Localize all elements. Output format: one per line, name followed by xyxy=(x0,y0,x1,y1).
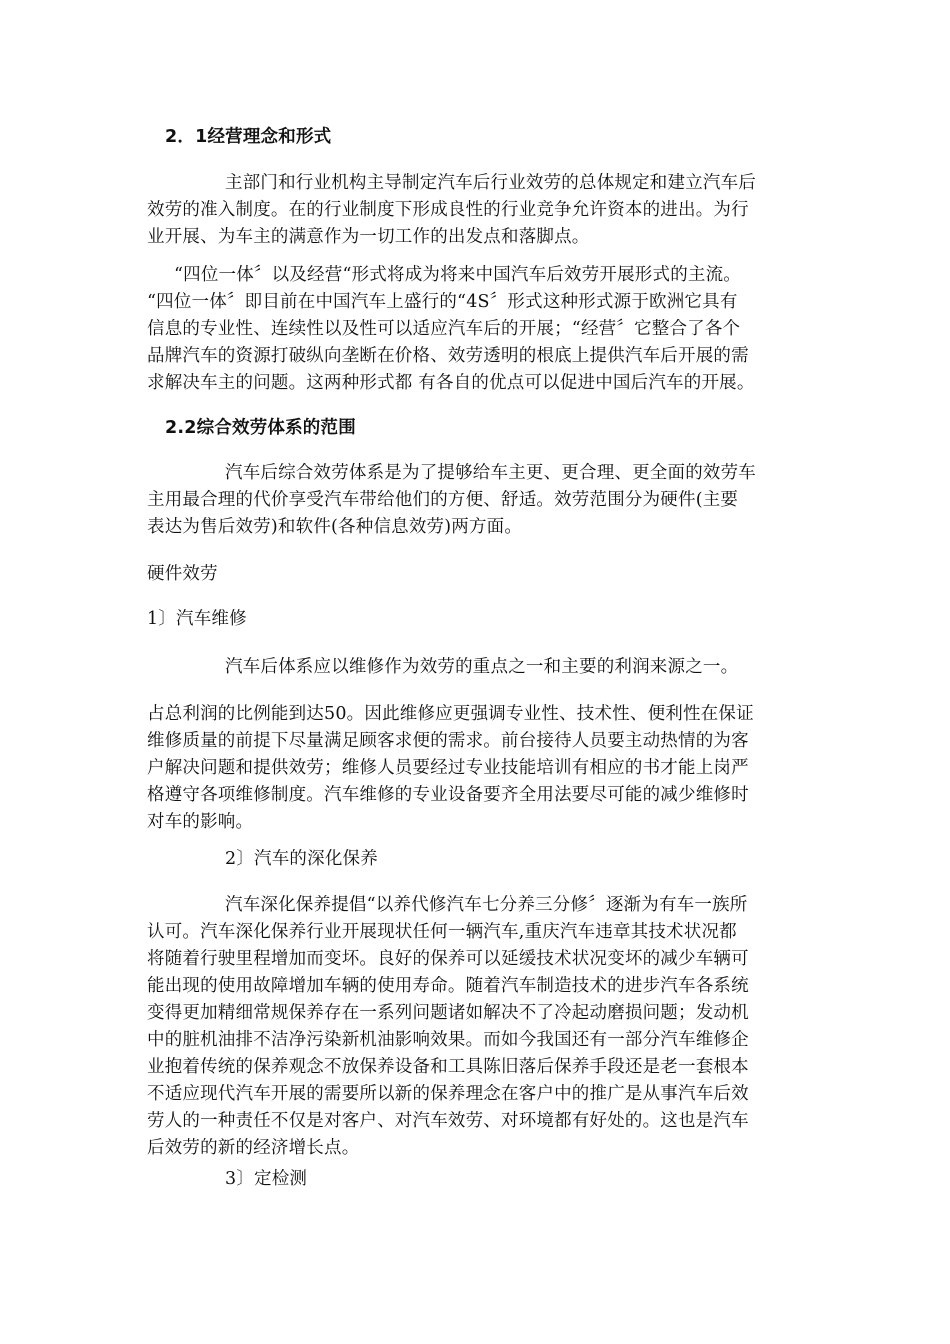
text-line: 求解决车主的问题。这两种形式都 有各自的优点可以促进中国后汽车的开展。 xyxy=(147,373,755,393)
text-line: 汽车深化保养提倡“以养代修汽车七分养三分修〞逐渐为有车一族所 xyxy=(225,895,748,915)
text-line: 品牌汽车的资源打破纵向垄断在价格、效劳透明的根底上提供汽车后开展的需 xyxy=(147,346,749,366)
paragraph-four-in-one xyxy=(147,262,755,397)
text-line: 表达为售后效劳)和软件(各种信息效劳)两方面。 xyxy=(147,517,523,537)
text-line: 业抱着传统的保养观念不放保养设备和工具陈旧落后保养手段还是老一套根本 xyxy=(147,1057,749,1077)
text-line: 主用最合理的代价享受汽车带给他们的方便、舒适。效劳范围分为硬件(主要 xyxy=(147,490,739,510)
text-line: 格遵守各项维修制度。汽车维修的专业设备要齐全用法要尽可能的减少维修时 xyxy=(147,785,749,805)
paragraph-service-scope xyxy=(147,460,756,541)
text-line: 汽车后综合效劳体系是为了提够给车主更、更合理、更全面的效劳车 xyxy=(225,463,756,483)
paragraph-repair-intro: 汽车后体系应以维修作为效劳的重点之一和主要的利润来源之一。 xyxy=(225,657,739,677)
text-line: “四位一体〞即目前在中国汽车上盛行的“4S〞形式这种形式源于欧洲它具有 xyxy=(147,292,738,312)
item-1-title: 1〕汽车维修 xyxy=(147,609,247,629)
text-line: 维修质量的前提下尽量满足顾客求便的需求。前台接待人员要主动热情的为客 xyxy=(147,731,749,751)
hardware-service-title: 硬件效劳 xyxy=(147,564,218,584)
text-line: “四位一体〞以及经营“形式将成为将来中国汽车后效劳开展形式的主流。 xyxy=(174,265,741,285)
paragraph-regulation xyxy=(147,170,756,251)
text-line: 主部门和行业机构主导制定汽车后行业效劳的总体规定和建立汽车后 xyxy=(225,173,756,193)
text-line: 信息的专业性、连续性以及性可以适应汽车后的开展；“经营〞它整合了各个 xyxy=(147,319,741,339)
text-line: 不适应现代汽车开展的需要所以新的保养理念在客户中的推广是从事汽车后效 xyxy=(147,1084,749,1104)
text-line: 后效劳的新的经济增长点。 xyxy=(147,1138,360,1158)
paragraph-deep-maintenance xyxy=(147,892,749,1162)
text-line: 认可。汽车深化保养行业开展现状任何一辆汽车,重庆汽车违章其技术状况都 xyxy=(147,922,737,942)
text-line: 业开展、为车主的满意作为一切工作的出发点和落脚点。 xyxy=(147,227,590,247)
text-line: 变得更加精细常规保养存在一系列问题诸如解决不了冷起动磨损问题；发动机 xyxy=(147,1003,749,1023)
text-line: 劳人的一种责任不仅是对客户、对汽车效劳、对环境都有好处的。这也是汽车 xyxy=(147,1111,749,1131)
text-line: 能出现的使用故障增加车辆的使用寿命。随着汽车制造技术的进步汽车各系统 xyxy=(147,976,749,996)
text-line: 将随着行驶里程增加而变坏。良好的保养可以延缓技术状况变坏的减少车辆可 xyxy=(147,949,749,969)
text-line: 对车的影响。 xyxy=(147,812,254,832)
item-2-title: 2〕汽车的深化保养 xyxy=(225,849,378,869)
paragraph-repair-detail xyxy=(147,701,754,836)
section-heading-2-1: 2．1经营理念和形式 xyxy=(165,127,332,147)
section-heading-2-2: 2.2综合效劳体系的范围 xyxy=(165,418,356,438)
text-line: 占总利润的比例能到达50。因此维修应更强调专业性、技术性、便利性在保证 xyxy=(147,704,754,724)
text-line: 户解决问题和提供效劳；维修人员要经过专业技能培训有相应的书才能上岗严 xyxy=(147,758,749,778)
text-line: 中的脏机油排不洁净污染新机油影响效果。而如今我国还有一部分汽车维修企 xyxy=(147,1030,749,1050)
text-line: 效劳的准入制度。在的行业制度下形成良性的行业竞争允许资本的进出。为行 xyxy=(147,200,749,220)
item-3-title: 3〕定检测 xyxy=(225,1169,308,1189)
